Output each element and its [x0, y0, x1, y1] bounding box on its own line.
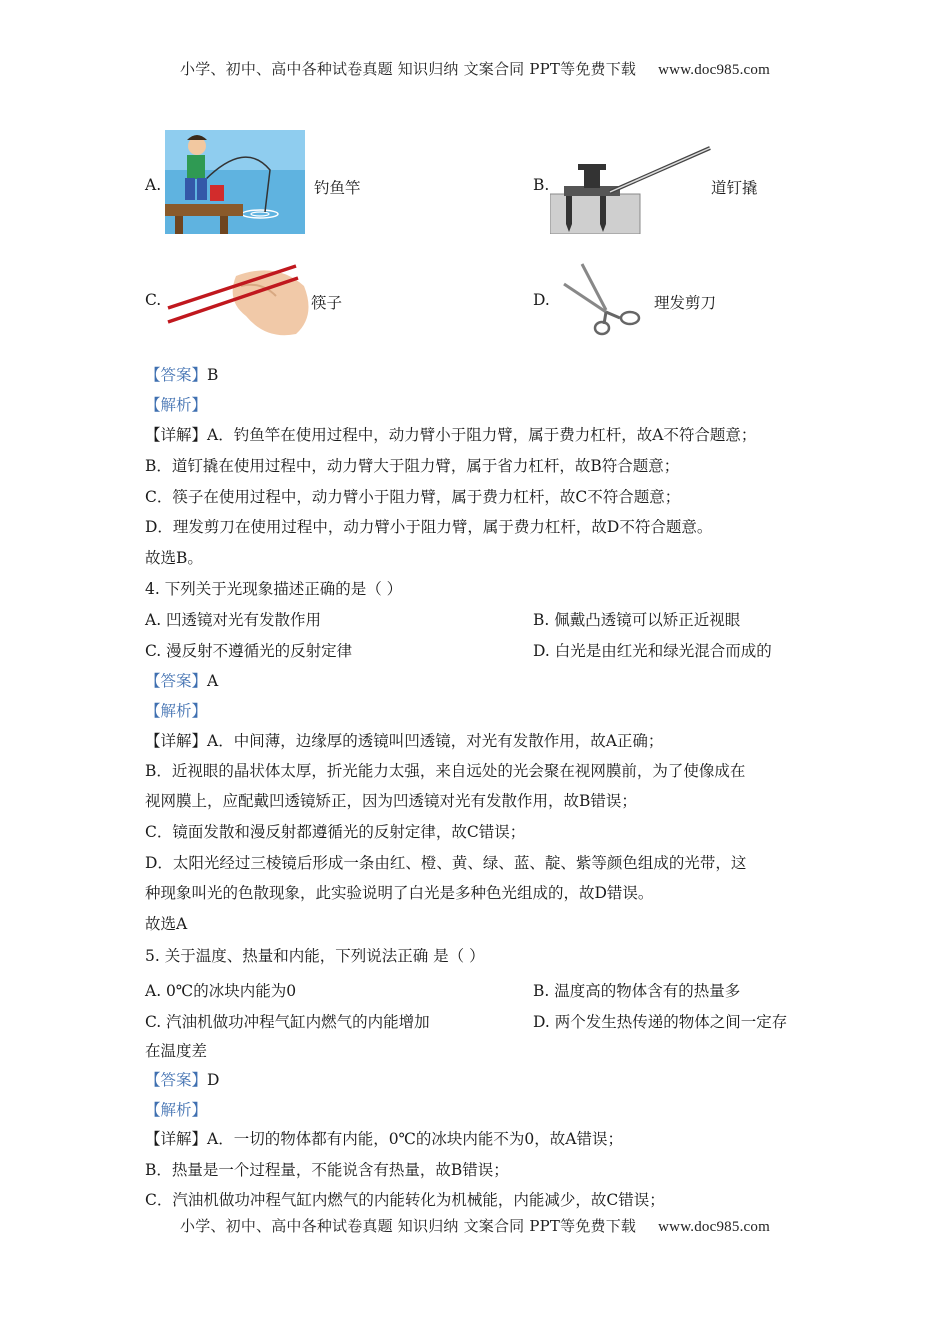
q5-option-d: D. 两个发生热传递的物体之间一定存: [533, 1013, 788, 1031]
q4-option-d: D. 白光是由红光和绿光混合而成的: [533, 642, 772, 660]
q4-answer: [145, 669, 218, 691]
q3-option-b-letter: B.: [533, 176, 550, 194]
chopsticks-icon: [166, 256, 311, 340]
detail-text: A．中间薄，边缘厚的透镜叫凹透镜，对光有发散作用，故A正确；: [207, 732, 664, 750]
q5-option-c: C. 汽油机做功冲程气缸内燃气的内能增加: [145, 1013, 430, 1031]
spike-pry-bar-icon: [550, 144, 712, 234]
q4-question: 4. 下列关于光现象描述正确的是（ ）: [145, 580, 403, 598]
q3-detail-line-4: D．理发剪刀在使用过程中，动力臂小于阻力臂，属于费力杠杆，故D不符合题意。: [145, 518, 713, 536]
q5-detail-line-3: C．汽油机做功冲程气缸内燃气的内能转化为机械能，内能减少，故C错误；: [145, 1191, 665, 1209]
detail-tag: 【详解】: [145, 1130, 208, 1148]
header-site: www.doc985.com: [658, 62, 770, 78]
detail-tag: 【详解】: [145, 732, 208, 750]
scissors-icon: [560, 262, 644, 336]
q5-analysis-tag: 【解析】: [145, 1101, 208, 1119]
q3-analysis-tag: 【解析】: [145, 396, 208, 414]
q3-option-c-letter: C.: [145, 291, 162, 309]
q4-detail-line-4: C．镜面发散和漫反射都遵循光的反射定律，故C错误；: [145, 823, 526, 841]
q3-detail-line-1: [145, 423, 756, 445]
answer-tag: 【答案】: [145, 672, 208, 690]
page-footer: [0, 1215, 950, 1236]
footer-site: www.doc985.com: [658, 1219, 770, 1235]
q4-detail-line-2: B．近视眼的晶状体太厚，折光能力太强，来自远处的光会聚在视网膜前，为了使像成在: [145, 762, 746, 780]
q4-option-c: C. 漫反射不遵循光的反射定律: [145, 642, 353, 660]
detail-text: A．一切的物体都有内能，0℃的冰块内能不为0，故A错误；: [207, 1130, 623, 1148]
q3-answer: [145, 363, 218, 385]
q5-detail-line-1: [145, 1127, 623, 1149]
detail-tag: 【详解】: [145, 426, 208, 444]
q4-detail-line-3: 视网膜上，应配戴凹透镜矫正，因为凹透镜对光有发散作用，故B错误；: [145, 792, 637, 810]
q3-option-a-label: 钓鱼竿: [314, 179, 361, 197]
answer-value: D: [207, 1071, 220, 1089]
q4-detail-line-5: D．太阳光经过三棱镜后形成一条由红、橙、黄、绿、蓝、靛、紫等颜色组成的光带，这: [145, 854, 747, 872]
q4-option-b: B. 佩戴凸透镜可以矫正近视眼: [533, 611, 741, 629]
answer-tag: 【答案】: [145, 366, 208, 384]
q5-option-a: A. 0℃的冰块内能为0: [145, 982, 297, 1000]
answer-value: B: [207, 366, 219, 384]
q3-option-d-letter: D.: [533, 291, 550, 309]
q4-detail-line-1: [145, 729, 663, 751]
detail-text: A．钓鱼竿在使用过程中，动力臂小于阻力臂，属于费力杠杆，故A不符合题意；: [207, 426, 757, 444]
q3-option-a-letter: A.: [145, 176, 162, 194]
q3-detail-line-3: C．筷子在使用过程中，动力臂小于阻力臂，属于费力杠杆，故C不符合题意；: [145, 488, 681, 506]
q5-detail-line-2: B．热量是一个过程量，不能说含有热量，故B错误；: [145, 1161, 509, 1179]
q3-conclusion: 故选B。: [145, 549, 203, 567]
q4-analysis-tag: 【解析】: [145, 702, 208, 720]
q3-option-d-label: 理发剪刀: [654, 294, 717, 312]
fishing-rod-icon: [165, 130, 305, 234]
answer-tag: 【答案】: [145, 1071, 208, 1089]
q5-option-d-cont: 在温度差: [145, 1042, 208, 1060]
page-header: [0, 58, 950, 79]
q4-option-a: A. 凹透镜对光有发散作用: [145, 611, 322, 629]
footer-text: 小学、初中、高中各种试卷真题 知识归纳 文案合同 PPT等免费下载: [180, 1217, 637, 1235]
answer-value: A: [207, 672, 219, 690]
q4-detail-line-6: 种现象叫光的色散现象，此实验说明了白光是多种色光组成的，故D错误。: [145, 884, 654, 902]
q3-detail-line-2: B．道钉撬在使用过程中，动力臂大于阻力臂，属于省力杠杆，故B符合题意；: [145, 457, 680, 475]
header-text: 小学、初中、高中各种试卷真题 知识归纳 文案合同 PPT等免费下载: [180, 60, 637, 78]
q5-answer: [145, 1068, 219, 1090]
q4-conclusion: 故选A: [145, 915, 188, 933]
q5-option-b: B. 温度高的物体含有的热量多: [533, 982, 741, 1000]
q5-question: 5. 关于温度、热量和内能，下列说法正确 是（ ）: [145, 947, 485, 965]
q3-option-c-label: 筷子: [311, 294, 343, 312]
q3-option-b-label: 道钉撬: [711, 179, 758, 197]
